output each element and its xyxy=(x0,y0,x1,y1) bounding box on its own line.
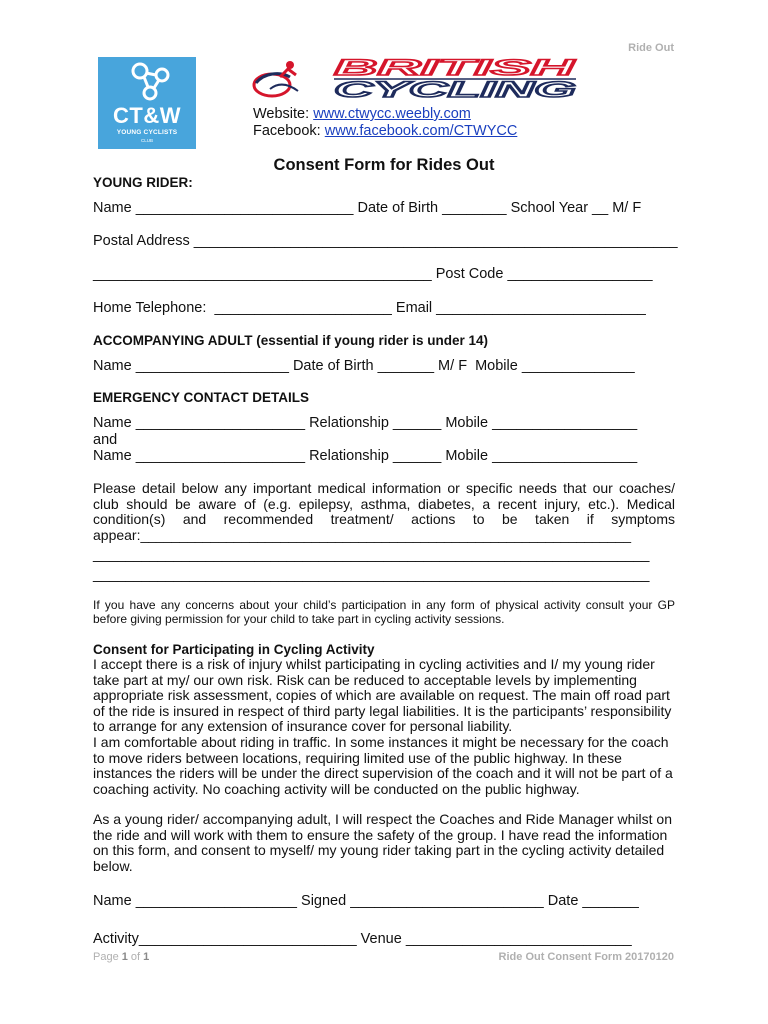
consent-paragraph-3: As a young rider/ accompanying adult, I will respect the Coaches and Ride Manager whilst on the ride and will work with them to ensure the safety of the group. I have read the information on this form, and consent to myself/ my young rider taking part in the cycling activity detailed below. xyxy=(93,811,672,874)
medical-blank-1: _____________________________________________________________________ xyxy=(93,547,650,563)
emergency-line-1: Name _____________________ Relationship ______ Mobile __________________ xyxy=(93,415,638,431)
ctw-logo xyxy=(98,57,196,149)
ctw-logo-club: CLUB xyxy=(140,138,153,143)
ctw-logo-title: CT&W xyxy=(113,103,181,128)
website-label: Website: xyxy=(253,106,314,122)
bc-logo-line1: BRITISH xyxy=(334,55,578,80)
page-number: Page 1 of 1 xyxy=(93,951,150,963)
bc-logo-line2: CYCLING xyxy=(334,77,576,101)
activity-venue-line: Activity___________________________ Venue ____________________________ xyxy=(93,931,632,947)
british-cycling-logo xyxy=(250,55,580,101)
consent-paragraph-1: I accept there is a risk of injury whilst participating in cycling activities and I/ my young rider take part at my/ our own risk. Risk can be reduced to acceptable levels by implementing appropriate risk assessment, copies of which are available on request. The main off road part of the ride is insured in respect of third party legal liabilities. It is the participants’ responsibility to arrange for any extension of insurance cover for personal liability. xyxy=(93,656,672,735)
telephone-email-line: Home Telephone: ______________________ Email __________________________ xyxy=(93,300,646,316)
contact-links xyxy=(253,106,517,140)
website-link[interactable]: www.ctwycc.weebly.com xyxy=(313,106,471,122)
bike-chain-icon xyxy=(98,57,196,107)
medical-info-text: Please detail below any important medical information or specific needs that our coaches/ club should be aware of (e.g. epilepsy, asthma, diabetes, a recent injury, etc.). Medical condition(s) and recommended treatment/ actions to be taken if symptoms appear:_______________________________________________________________ xyxy=(93,480,675,543)
adult-name-line: Name ___________________ Date of Birth _______ M/ F Mobile ______________ xyxy=(93,358,635,374)
emergency-heading: EMERGENCY CONTACT DETAILS xyxy=(93,390,310,405)
form-title: Consent Form for Rides Out xyxy=(273,156,495,174)
header-label: Ride Out xyxy=(628,42,674,54)
signature-line: Name ____________________ Signed ________________________ Date _______ xyxy=(93,893,639,909)
young-rider-heading: YOUNG RIDER: xyxy=(93,175,193,190)
young-rider-name-line: Name ___________________________ Date of Birth ________ School Year __ M/ F xyxy=(93,200,642,216)
facebook-link[interactable]: www.facebook.com/CTWYCC xyxy=(324,123,518,139)
medical-blank-2: _____________________________________________________________________ xyxy=(93,567,650,583)
cyclist-icon xyxy=(250,55,580,101)
facebook-label: Facebook: xyxy=(253,123,325,139)
post-code-line: __________________________________________ Post Code __________________ xyxy=(93,266,653,282)
ctw-logo-subtitle: YOUNG CYCLISTS xyxy=(116,129,178,136)
adult-heading: ACCOMPANYING ADULT (essential if young rider is under 14) xyxy=(93,333,489,348)
consent-paragraph-2: I am comfortable about riding in traffic. In some instances it might be necessary for the coach to move riders between locations, requiring limited use of the public highway. In these instances the riders will be under the direct supervision of the coach and it will not be part of a coaching activity. No coaching activity will be conducted on the public highway. xyxy=(93,734,673,797)
gp-concerns-note: If you have any concerns about your child’s participation in any form of physical activity consult your GP before giving permission for your child to take part in cycling activity sessions. xyxy=(93,598,675,626)
document-id: Ride Out Consent Form 20170120 xyxy=(498,951,674,963)
postal-address-line: Postal Address ____________________________________________________________ xyxy=(93,233,678,249)
emergency-line-2: Name _____________________ Relationship ______ Mobile __________________ xyxy=(93,448,638,464)
consent-heading: Consent for Participating in Cycling Activity xyxy=(93,642,375,657)
emergency-and: and xyxy=(93,432,118,448)
